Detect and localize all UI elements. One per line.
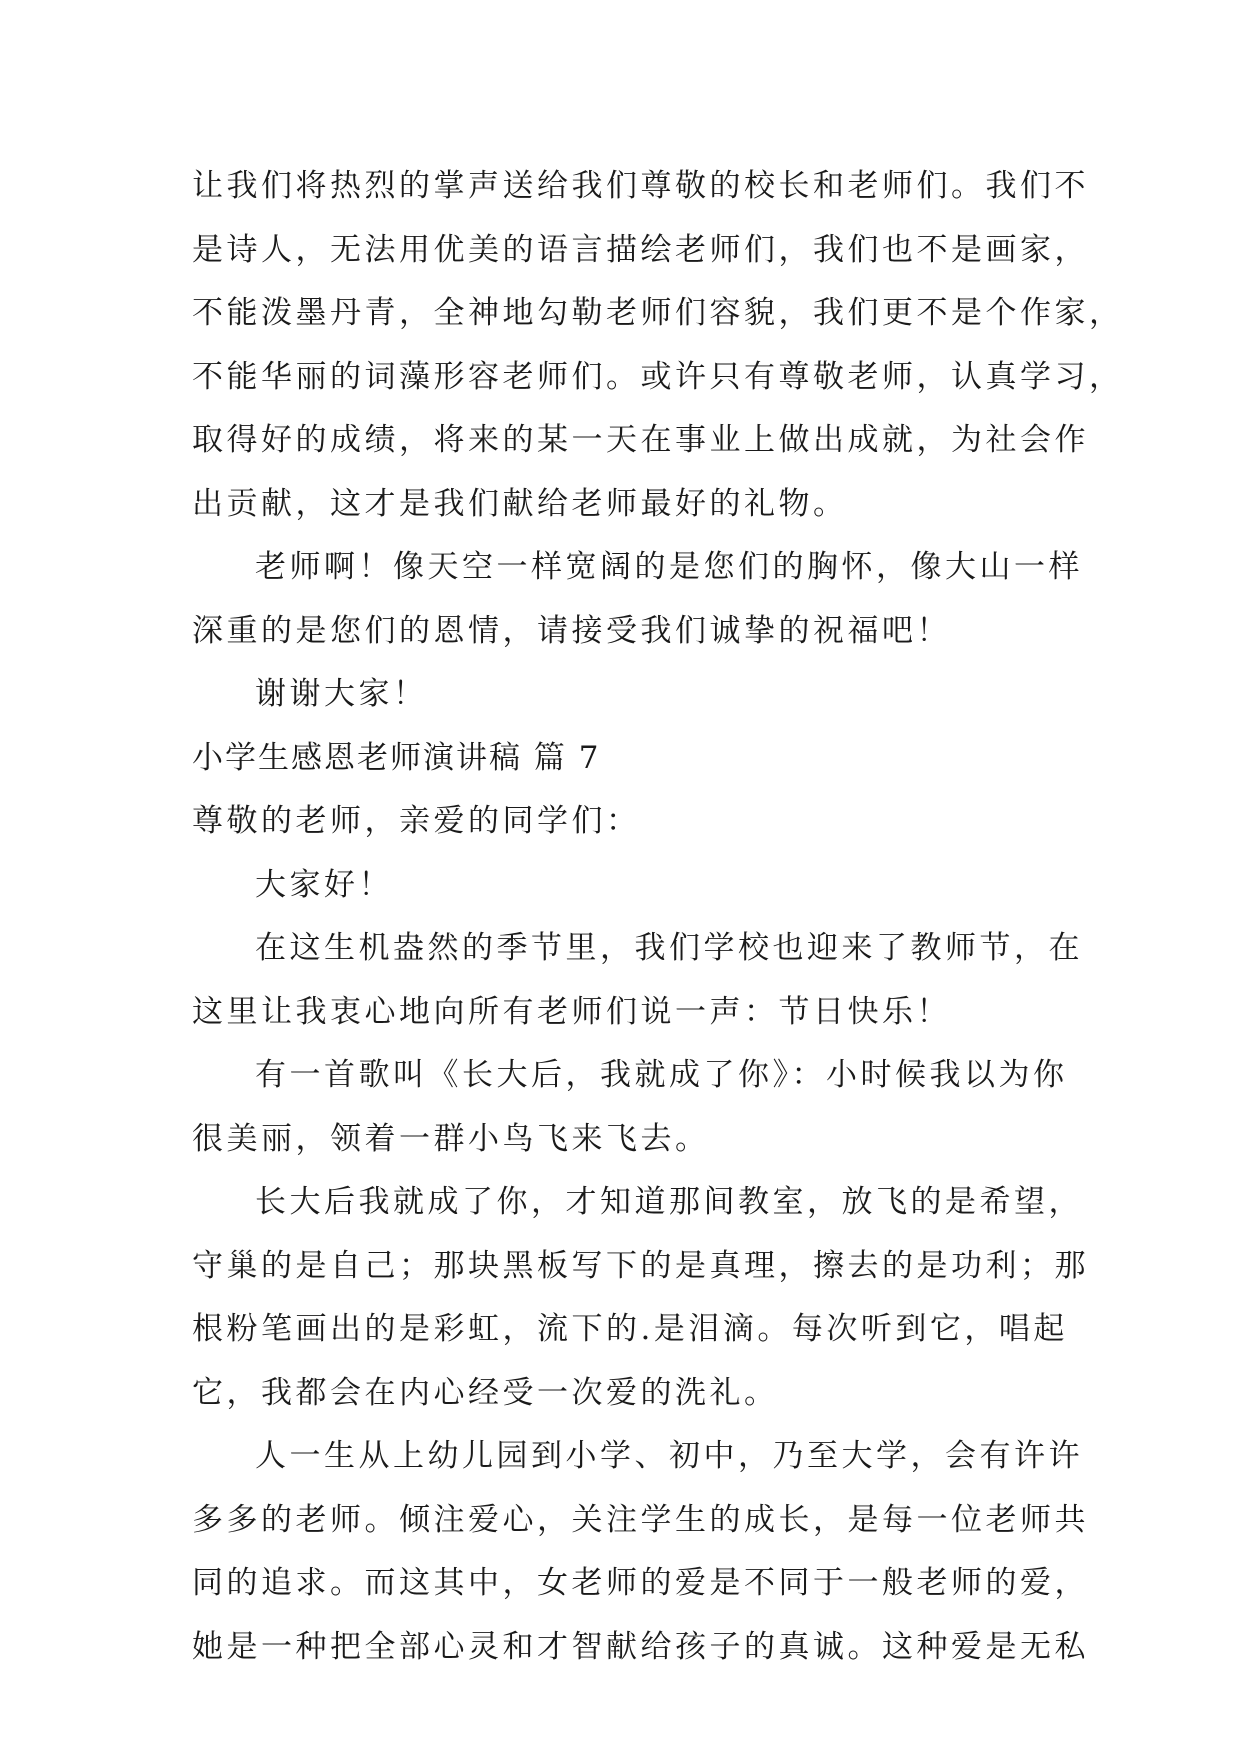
text-line: 出贡献，这才是我们献给老师最好的礼物。 (192, 485, 848, 522)
text-line: 大家好！ (255, 866, 393, 903)
text-line: 它，我都会在内心经受一次爱的洗礼。 (192, 1374, 779, 1411)
text-line: 这里让我衷心地向所有老师们说一声：节日快乐！ (192, 993, 951, 1030)
text-line: 长大后我就成了你，才知道那间教室，放飞的是希望， (255, 1184, 1083, 1220)
text-line: 不能泼墨丹青，全神地勾勒老师们容貌，我们更不是个作家， (192, 295, 1124, 331)
text-line: 谢谢大家！ (255, 676, 428, 712)
text-line: 取得好的成绩，将来的某一天在事业上做出成就，为社会作 (192, 422, 1089, 458)
text-line: 在这生机盎然的季节里，我们学校也迎来了教师节，在 (255, 930, 1083, 966)
text-line: 深重的是您们的恩情，请接受我们诚挚的祝福吧！ (192, 612, 951, 649)
text-line: 让我们将热烈的掌声送给我们尊敬的校长和老师们。我们不 (192, 168, 1089, 204)
text-line: 很美丽，领着一群小鸟飞来飞去。 (192, 1120, 710, 1157)
text-line: 守巢的是自己；那块黑板写下的是真理，擦去的是功利；那 (192, 1247, 1089, 1284)
document-body (192, 155, 1124, 1679)
text-line: 不能华丽的词藻形容老师们。或许只有尊敬老师，认真学习， (192, 358, 1124, 395)
text-line: 她是一种把全部心灵和才智献给孩子的真诚。这种爱是无私 (192, 1628, 1089, 1665)
text-line: 尊敬的老师，亲爱的同学们： (192, 803, 641, 839)
text-line: 是诗人，无法用优美的语言描绘老师们，我们也不是画家， (192, 231, 1089, 268)
text-line: 根粉笔画出的是彩虹，流下的.是泪滴。每次听到它，唱起 (192, 1311, 1068, 1347)
section-heading: 小学生感恩老师演讲稿 篇 7 (192, 739, 601, 776)
text-line: 老师啊！像天空一样宽阔的是您们的胸怀，像大山一样 (255, 549, 1083, 585)
text-line: 多多的老师。倾注爱心，关注学生的成长，是每一位老师共 (192, 1501, 1089, 1538)
text-line: 同的追求。而这其中，女老师的爱是不同于一般老师的爱， (192, 1565, 1089, 1601)
text-line: 人一生从上幼儿园到小学、初中，乃至大学，会有许许 (255, 1438, 1083, 1474)
text-line: 有一首歌叫《长大后，我就成了你》：小时候我以为你 (255, 1057, 1068, 1093)
